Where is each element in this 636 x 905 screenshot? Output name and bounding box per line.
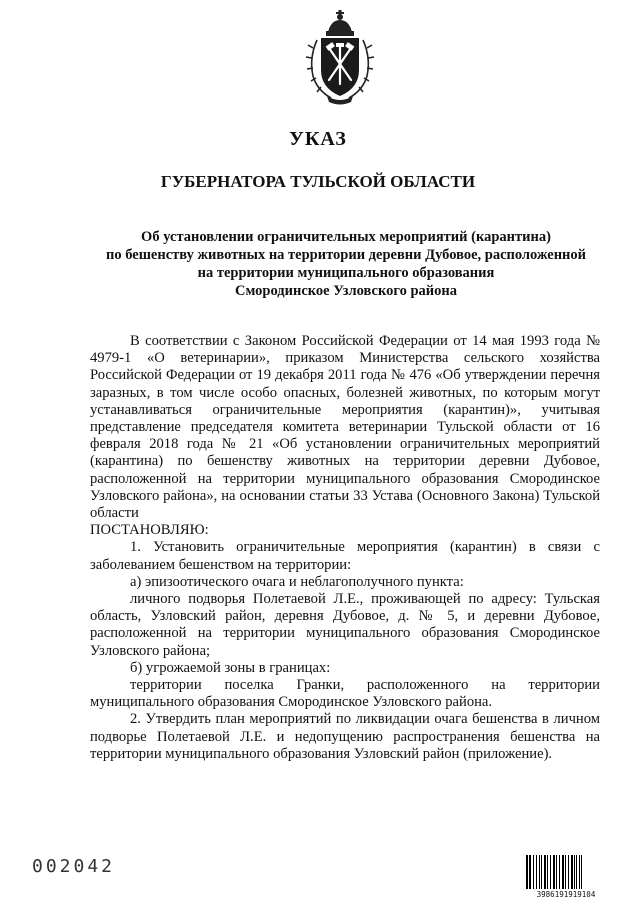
item-1a-text: личного подворья Полетаевой Л.Е., проживающей по адресу: Тульская область, Узловский район, деревня Дубовое, д. № 5, и деревни Дубовое, расположенной на территории муниципального образования Смородинское Узловского района; <box>90 591 600 659</box>
coat-of-arms-emblem <box>301 8 379 106</box>
item-1a-heading: а) эпизоотического очага и неблагополучного пункта: <box>130 573 464 590</box>
subject-line: по бешенству животных на территории деревни Дубовое, расположенной <box>105 247 587 263</box>
subject-line: Об установлении ограничительных мероприятий (карантина) <box>141 229 551 245</box>
barcode-number: 3986191919104 <box>536 890 596 899</box>
issuing-authority: ГУБЕРНАТОРА ТУЛЬСКОЙ ОБЛАСТИ <box>160 172 476 191</box>
preamble-paragraph: В соответствии с Законом Российской Федерации от 14 мая 1993 года № 4979-1 «О ветеринарии», приказом Министерства сельского хозяйства Российской Федерации от 19 декабря 2011 года № 476 «Об утверждении перечня заразных, в том числе особо опасных, болезней животных, по которым могут устанавливаться ограничительные мероприятия (карантин)», учитывая представление председателя комитета ветеринарии Тульской области от 16 февраля 2018 года № 21 «Об установлении ограничительных мероприятий (карантина) по бешенству животных на территории деревни Дубовое, расположенной на территории муниципального образования Смородинское Узловского района», на основании статьи 33 Устава (Основного Закона) Тульской области <box>90 333 600 522</box>
barcode <box>525 855 607 899</box>
document-type-title: УКАЗ <box>289 128 347 150</box>
subject-line: Смородинское Узловского района <box>234 283 458 299</box>
decree-word: ПОСТАНОВЛЯЮ: <box>90 522 209 539</box>
document-serial-number: 002042 <box>32 856 116 877</box>
item-1b-heading: б) угрожаемой зоны в границах: <box>130 659 331 676</box>
item-1b-text: территории поселка Гранки, расположенного на территории муниципального образования Смородинское Узловского района. <box>90 677 600 711</box>
item-2: 2. Утвердить план мероприятий по ликвидации очага бешенства в личном подворье Полетаевой Л.Е. и недопущению распространения бешенства на территории муниципального образования Узловский район (приложение). <box>90 711 600 762</box>
barcode-bars <box>525 855 607 889</box>
decree-subject <box>82 228 610 300</box>
subject-line: на территории муниципального образования <box>197 265 495 281</box>
item-1: 1. Установить ограничительные мероприятия (карантин) в связи с заболеванием бешенством на территории: <box>90 539 600 573</box>
decree-body <box>90 333 600 763</box>
